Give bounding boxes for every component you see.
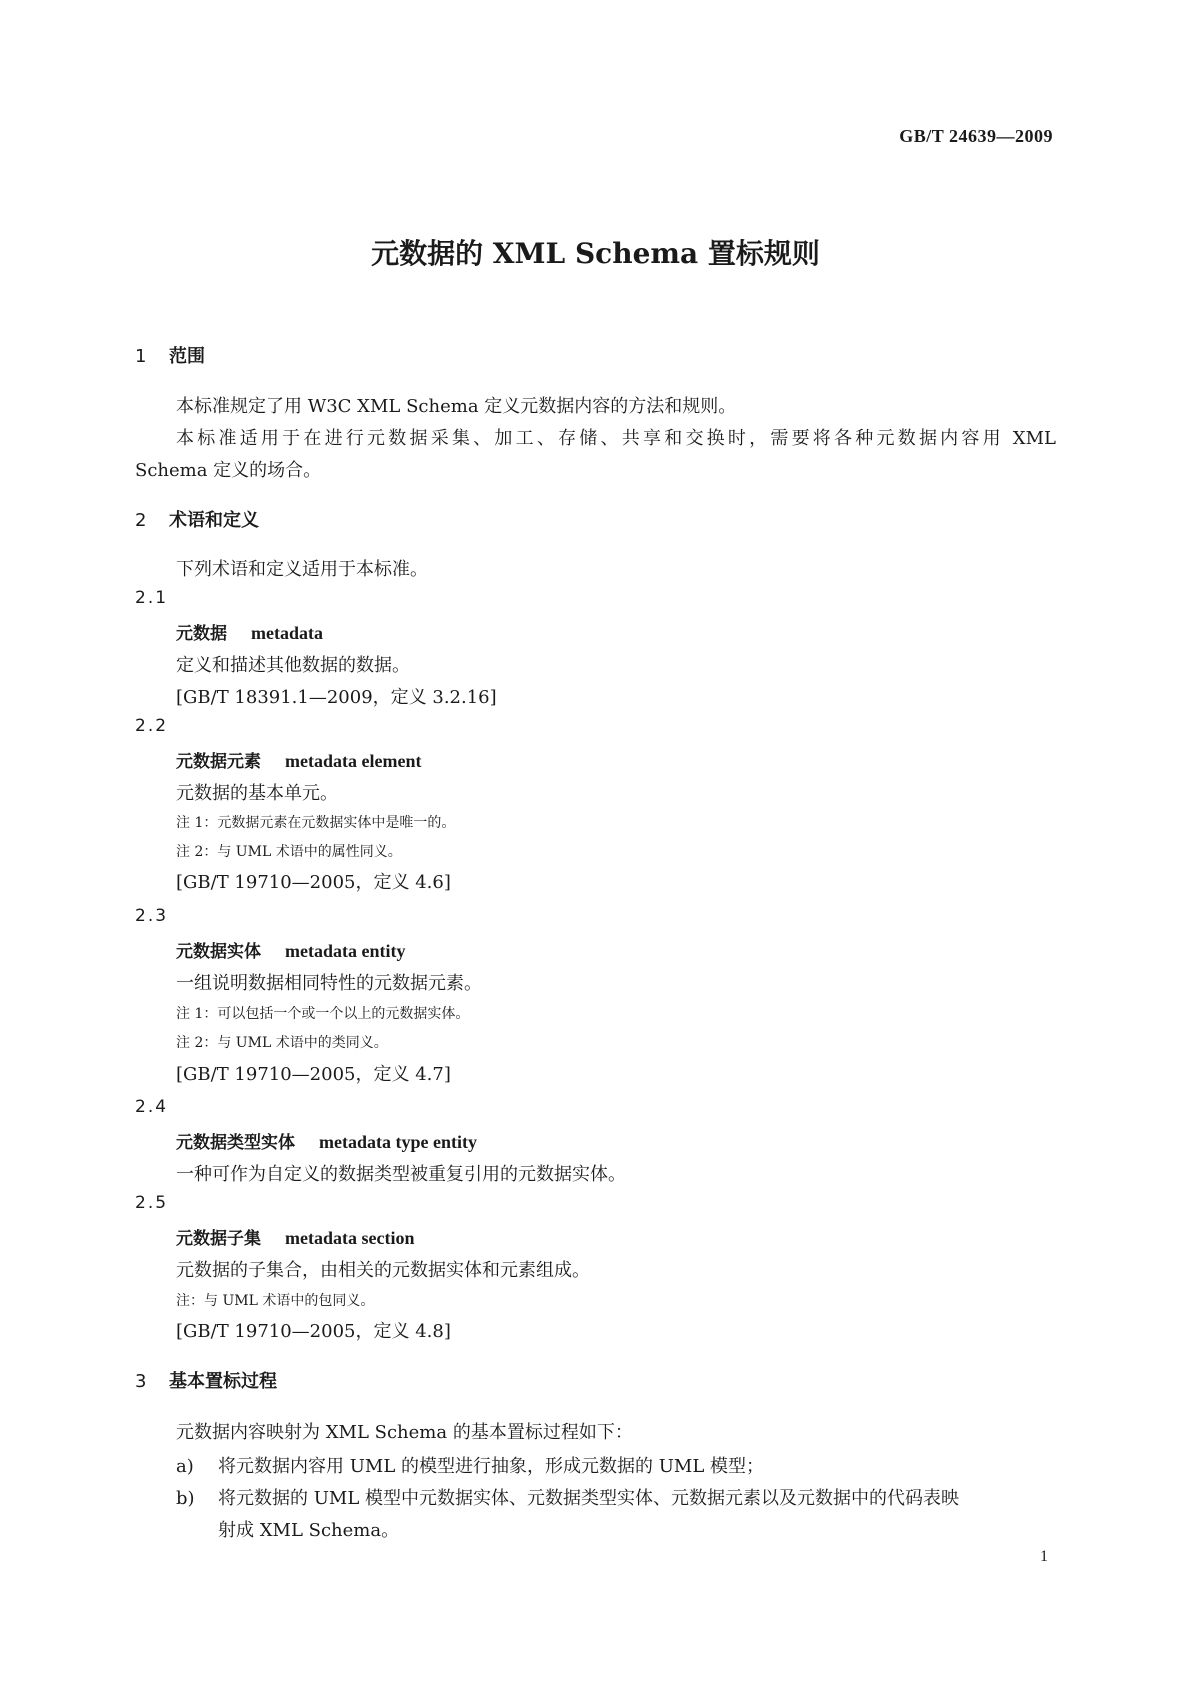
term-heading — [176, 1128, 477, 1153]
subsection-number: 2.4 — [135, 1097, 169, 1117]
term-definition: 元数据的子集合，由相关的元数据实体和元素组成。 — [176, 1260, 590, 1281]
term-en: metadata section — [285, 1228, 415, 1248]
term-source: [GB/T 19710—2005，定义 4.7] — [176, 1064, 451, 1085]
term-definition: 一组说明数据相同特性的元数据元素。 — [176, 973, 482, 994]
subsection-number: 2.2 — [135, 716, 169, 736]
section-number: 3 — [135, 1371, 147, 1392]
subsection-number: 2.1 — [135, 588, 169, 608]
section-number: 2 — [135, 510, 147, 531]
term-en: metadata element — [285, 751, 422, 771]
list-marker: a) — [176, 1456, 194, 1477]
term-zh: 元数据实体 — [176, 942, 261, 962]
term-source: [GB/T 19710—2005，定义 4.6] — [176, 872, 451, 893]
list-text: 将元数据内容用 UML 的模型进行抽象，形成元数据的 UML 模型； — [218, 1456, 764, 1477]
term-zh: 元数据 — [176, 624, 227, 644]
standard-code: GB/T 24639—2009 — [899, 126, 1053, 146]
document-title: 元数据的 XML Schema 置标规则 — [371, 237, 820, 270]
paragraph-continuation: Schema 定义的场合。 — [135, 460, 322, 481]
term-note: 注 1：元数据元素在元数据实体中是唯一的。 — [176, 815, 456, 831]
term-note: 注 1：可以包括一个或一个以上的元数据实体。 — [176, 1006, 470, 1022]
section-title: 术语和定义 — [169, 510, 259, 531]
term-source: [GB/T 19710—2005，定义 4.8] — [176, 1321, 451, 1342]
section-title: 范围 — [169, 346, 205, 367]
paragraph: 本标准适用于在进行元数据采集、加工、存储、共享和交换时，需要将各种元数据内容用 XML — [176, 428, 1056, 449]
term-heading — [176, 619, 323, 644]
section-2-heading — [135, 506, 259, 532]
list-text-continuation: 射成 XML Schema。 — [218, 1520, 400, 1541]
term-definition: 一种可作为自定义的数据类型被重复引用的元数据实体。 — [176, 1164, 626, 1185]
subsection-number: 2.3 — [135, 906, 169, 926]
term-zh: 元数据类型实体 — [176, 1133, 295, 1153]
term-heading — [176, 937, 405, 962]
list-item — [176, 1484, 959, 1510]
section-title: 基本置标过程 — [169, 1371, 277, 1392]
term-definition: 元数据的基本单元。 — [176, 783, 338, 804]
term-zh: 元数据子集 — [176, 1229, 261, 1249]
term-en: metadata — [251, 623, 323, 643]
list-text: 将元数据的 UML 模型中元数据实体、元数据类型实体、元数据元素以及元数据中的代码表映 — [218, 1488, 959, 1509]
list-item — [176, 1452, 764, 1478]
paragraph: 本标准规定了用 W3C XML Schema 定义元数据内容的方法和规则。 — [176, 396, 737, 417]
section-3-heading — [135, 1367, 277, 1393]
section-1-heading — [135, 342, 205, 368]
term-source: [GB/T 18391.1—2009，定义 3.2.16] — [176, 687, 497, 708]
paragraph: 下列术语和定义适用于本标准。 — [176, 559, 428, 580]
term-note: 注：与 UML 术语中的包同义。 — [176, 1293, 375, 1309]
term-definition: 定义和描述其他数据的数据。 — [176, 655, 410, 676]
term-note: 注 2：与 UML 术语中的属性同义。 — [176, 844, 402, 860]
term-heading — [176, 1224, 414, 1249]
section-number: 1 — [135, 346, 147, 367]
term-en: metadata type entity — [319, 1132, 477, 1152]
term-heading — [176, 747, 421, 772]
subsection-number: 2.5 — [135, 1193, 169, 1213]
term-note: 注 2：与 UML 术语中的类同义。 — [176, 1035, 388, 1051]
list-marker: b) — [176, 1488, 195, 1509]
page-number: 1 — [1040, 1548, 1048, 1565]
paragraph: 元数据内容映射为 XML Schema 的基本置标过程如下： — [176, 1422, 633, 1443]
term-zh: 元数据元素 — [176, 752, 261, 772]
term-en: metadata entity — [285, 941, 406, 961]
